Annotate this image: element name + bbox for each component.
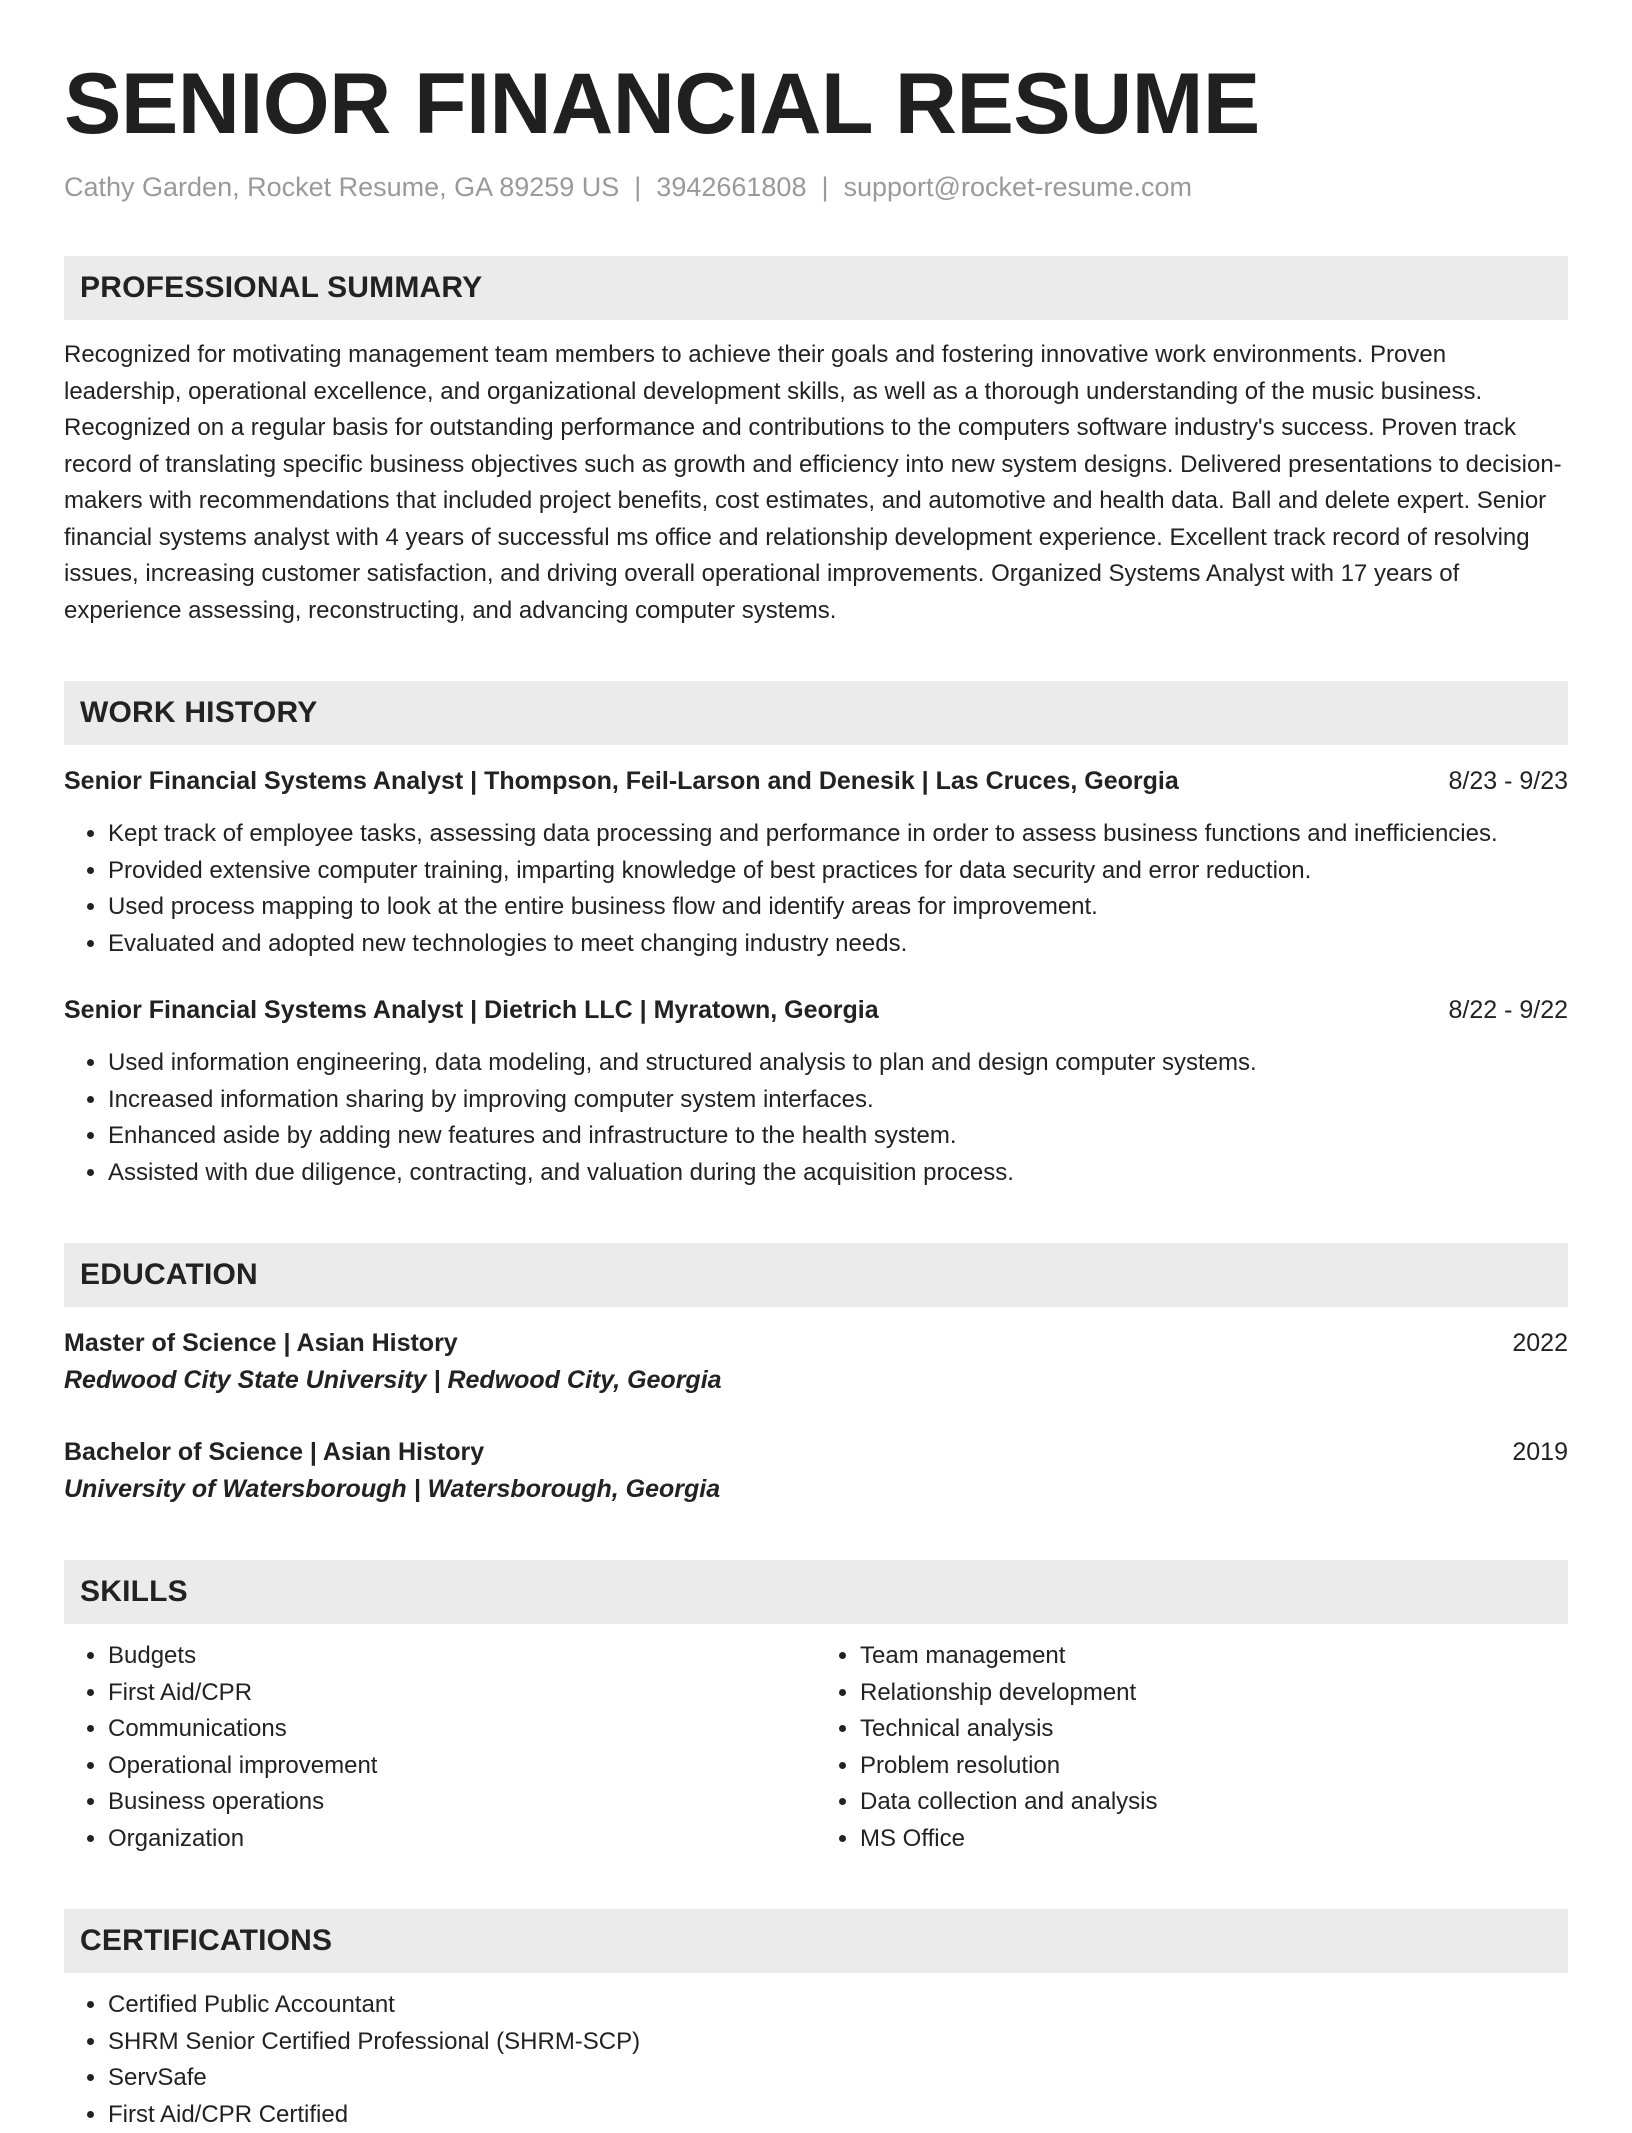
education-header xyxy=(64,1325,1568,1361)
education-school: Redwood City State University | Redwood City, Georgia xyxy=(64,1361,1568,1399)
job-dates: 8/23 - 9/23 xyxy=(1448,764,1568,798)
education-entry xyxy=(64,1325,1568,1399)
skill-item: • MS Office xyxy=(860,1821,1568,1858)
section-heading: CERTIFICATIONS xyxy=(64,1909,1568,1973)
skill-item: • Data collection and analysis xyxy=(860,1784,1568,1821)
skill-item: • Problem resolution xyxy=(860,1748,1568,1785)
job-bullet: • Used information engineering, data modeling, and structured analysis to plan and design computer systems. xyxy=(108,1045,1568,1082)
certifications-list xyxy=(64,1987,1568,2133)
section-skills xyxy=(64,1560,1568,1857)
education-degree: Bachelor of Science | Asian History xyxy=(64,1434,484,1470)
skill-item: • Relationship development xyxy=(860,1675,1568,1712)
certification-item: • ServSafe xyxy=(108,2060,1568,2097)
education-entry xyxy=(64,1434,1568,1508)
job-bullet: • Provided extensive computer training, imparting knowledge of best practices for data security and error reduction. xyxy=(108,853,1568,890)
contact-line xyxy=(64,170,1568,204)
job-header xyxy=(64,993,1568,1027)
section-education xyxy=(64,1243,1568,1508)
contact-separator: | xyxy=(619,172,656,202)
job-bullets xyxy=(64,816,1568,962)
job-bullet: • Increased information sharing by improving computer system interfaces. xyxy=(108,1082,1568,1119)
education-school: University of Watersborough | Watersborough, Georgia xyxy=(64,1470,1568,1508)
skill-item: • Business operations xyxy=(108,1784,816,1821)
summary-text: Recognized for motivating management team members to achieve their goals and fostering innovative work environments. Proven leadership, operational excellence, and organizational development skills, as well as a thorough understanding of the music business. Recognized on a regular basis for outstanding performance and contributions to the computers software industry's success. Proven track record of translating specific business objectives such as growth and efficiency into new system designs. Delivered presentations to decision-makers with recommendations that included project benefits, cost estimates, and automotive and health data. Ball and delete expert. Senior financial systems analyst with 4 years of successful ms office and relationship development experience. Excellent track record of resolving issues, increasing customer satisfaction, and driving overall operational improvements. Organized Systems Analyst with 17 years of experience assessing, reconstructing, and advancing computer systems. xyxy=(64,337,1568,629)
job-bullets xyxy=(64,1045,1568,1191)
section-heading: WORK HISTORY xyxy=(64,681,1568,745)
skills-columns xyxy=(64,1638,1568,1857)
job-entry xyxy=(64,993,1568,1191)
skill-item: • Operational improvement xyxy=(108,1748,816,1785)
section-heading: SKILLS xyxy=(64,1560,1568,1624)
section-heading: EDUCATION xyxy=(64,1243,1568,1307)
certification-item: • Certified Public Accountant xyxy=(108,1987,1568,2024)
skill-item: • Communications xyxy=(108,1711,816,1748)
section-certifications xyxy=(64,1909,1568,2133)
resume-page xyxy=(64,0,1568,2133)
skills-list-left xyxy=(64,1638,816,1857)
section-professional-summary xyxy=(64,256,1568,629)
job-entry xyxy=(64,764,1568,962)
contact-separator: | xyxy=(806,172,843,202)
education-year: 2019 xyxy=(1512,1434,1568,1470)
job-title: Senior Financial Systems Analyst | Thompson, Feil-Larson and Denesik | Las Cruces, Georgia xyxy=(64,764,1179,798)
job-dates: 8/22 - 9/22 xyxy=(1448,993,1568,1027)
job-bullet: • Used process mapping to look at the entire business flow and identify areas for improvement. xyxy=(108,889,1568,926)
section-work-history xyxy=(64,681,1568,1191)
contact-address: Cathy Garden, Rocket Resume, GA 89259 US xyxy=(64,172,619,202)
skill-item: • Budgets xyxy=(108,1638,816,1675)
contact-phone: 3942661808 xyxy=(656,172,806,202)
job-bullet: • Assisted with due diligence, contracting, and valuation during the acquisition process. xyxy=(108,1155,1568,1192)
skill-item: • Technical analysis xyxy=(860,1711,1568,1748)
skills-list-right xyxy=(816,1638,1568,1857)
contact-email: support@rocket-resume.com xyxy=(843,172,1192,202)
certification-item: • First Aid/CPR Certified xyxy=(108,2097,1568,2133)
job-title: Senior Financial Systems Analyst | Dietrich LLC | Myratown, Georgia xyxy=(64,993,879,1027)
education-year: 2022 xyxy=(1512,1325,1568,1361)
job-header xyxy=(64,764,1568,798)
education-degree: Master of Science | Asian History xyxy=(64,1325,458,1361)
job-bullet: • Kept track of employee tasks, assessing data processing and performance in order to assess business functions and inefficiencies. xyxy=(108,816,1568,853)
education-header xyxy=(64,1434,1568,1470)
resume-title: SENIOR FINANCIAL RESUME xyxy=(64,0,1568,150)
certification-item: • SHRM Senior Certified Professional (SHRM-SCP) xyxy=(108,2024,1568,2061)
section-heading: PROFESSIONAL SUMMARY xyxy=(64,256,1568,320)
skill-item: • Organization xyxy=(108,1821,816,1858)
job-bullet: • Enhanced aside by adding new features and infrastructure to the health system. xyxy=(108,1118,1568,1155)
job-bullet: • Evaluated and adopted new technologies to meet changing industry needs. xyxy=(108,926,1568,963)
skill-item: • First Aid/CPR xyxy=(108,1675,816,1712)
skill-item: • Team management xyxy=(860,1638,1568,1675)
